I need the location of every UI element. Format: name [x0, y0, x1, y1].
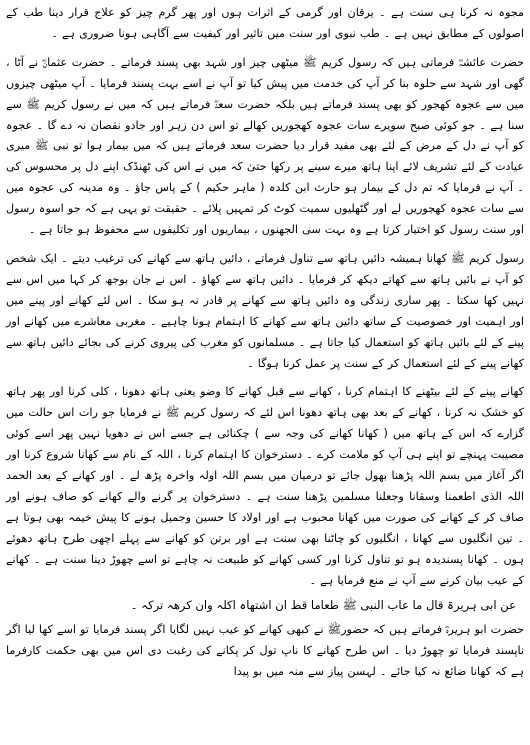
paragraph-eating-etiquette: کھانے پینے کے لئے بیٹھنے کا اہتمام کرنا ، کھانے سے قبل کھانے کا وضو یعنی ہاتھ دھونا ، کلی کرنا اور پھر ہاتھ کو خشک نہ کرنا ، کھانے کے بعد بھی ہاتھ دھونا اس لئے کہ رسول کریم ﷺ نے فرمایا جو رات اس حالت میں گزارے کہ اس کے ہاتھ میں ( کھانا کھانے کی وجہ سے ) چکنائی ہے جسے اس نے دھویا نہیں پھر اسے کوئی مصیبت پہنچے تو اپنے ہی آپ کو ملامت کرے ۔ دسترخوان کا اہتمام کرنا ، اللہ کے نام سے کھانا شروع کرنا اور اگر آغاز میں بسم اللہ پڑھنا بھول جائے تو درمیان میں بسم اللہ اولہ واخرہ پڑھ لے ۔ اور کھانے کے بعد الحمد اللہ الذی اطعمنا وسقانا وجعلنا مسلمین پڑھنا سنت ہے ۔ دسترخوان پر گرنے والے کھانے کو صاف ہونے اور صاف کر کے کھانے کی صورت میں کھانا محبوب ہے اور اولاد کا حسین وجمیل ہونے کا پیش خیمہ بھی ہوتا ہے ۔ تین انگلیوں سے کھانا ، انگلیوں کو چاٹنا بھی سنت ہے اور برتن کو کھانے سے پہلے اچھی طرح ہاتھ دھوئے ہوں ۔ کھانا پسندیدہ ہو تو تناول کرنا اور کسی کھانے کو طبیعت نہ چاہے تو اسے چھوڑ دینا سنت ہے ۔ کھانے کے عیب بیان کرنے سے آپ نے منع فرمایا ہے ۔ [6, 385, 524, 587]
paragraph-tibb-nabawi: مجوہ نہ کرنا ہی سنت ہے ۔ یرقان اور گرمی کے اثرات ہوں اور پھر گرم چیز کو علاج قرار دینا طب کے اصولوں کے مطابق نہیں ہے ۔ طب نبوی اور سنت میں تاثیر اور کیفیت سے آگاہی ہونا ضروری ہے ۔ [6, 6, 524, 40]
paragraph-abu-hurairah: حضرت ابو ہریرہؓ فرماتے ہیں کہ حضورﷺ نے کبھی کھانے کو عیب نہیں لگایا اگر پسند فرمایا تو اسے کھا لیا اگر ناپسند فرمایا تو چھوڑ دیا ۔ اس طرح کھانے کا ناپ تول کر پکانے کی رغبت دی اس میں بھی حکمت کارفرما ہے کہ کھانا ضائع نہ کیا جائے ۔ لہسن پیاز سے منہ میں بو پیدا [6, 623, 524, 679]
paragraph-spacer [6, 45, 524, 53]
paragraph-honey-ajwa: حضرت عائشہؓ فرماتی ہیں کہ رسول کریم ﷺ میٹھی چیز اور شہد بھی پسند فرماتے ۔ حضرت عثمانؓ نے آٹا ، گھی اور شہد سے حلوہ بنا کر آپ کی خدمت میں پیش کیا تو آپ نے اسے بہت پسند فرمایا ۔ آپ میٹھی چیزوں میں سے عجوہ کھجور کو بھی پسند فرماتے ہیں بلکہ حضرت سعدؓ فرماتے ہیں کہ میں نے رسول کریم ﷺ سے سنا ہے ۔ جو کوئی صبح سویرے سات عجوہ کھجوریں کھالے تو اس دن زہر اور جادو نقصان نہ دے گا ۔ عجوہ کو آپ نے دل کے مرض کے لئے بھی مفید قرار دیا حضرت سعد فرماتے ہیں کہ میں بیمار ہوا تو نبی ﷺ میری عیادت کے لئے تشریف لائے اپنا ہاتھ میرے سینے پر رکھا حتیٰ کہ میں نے اس کی ٹھنڈک اپنے دل پر محسوس کی ۔ آپ نے فرمایا کہ تم دل کے بیمار ہو حارث ابن کلدہ ( ماہر حکیم ) کے پاس جاؤ ۔ وہ مدینہ کی عجوہ میں سے سات عجوہ کھجوریں لے اور گٹھلیوں سمیت کوٹ کر تمہیں پلائے ۔ حقیقت تو یہی ہے کہ جو اسوہ رسول اور سنت رسول کو اختیار کرتا ہے وہ بہت سی الجھنوں ، بیماریوں اور تکلیفوں سے محفوظ ہو جاتا ہے ۔ [6, 55, 524, 237]
arabic-hadith-quote: عن ابی ہریرۃ قال ما عاب النبی ﷺ طعاما قط ان اشتھاہ اکلہ وان کرھہ ترکہ ۔ [130, 598, 516, 613]
paragraph-right-hand: رسول کریم ﷺ کھانا ہمیشہ دائیں ہاتھ سے تناول فرماتے ، دائیں ہاتھ سے کھانے کی ترغیب دیتے ۔ ایک شخص کو آپ نے بائیں ہاتھ سے کھاتے دیکھ کر فرمایا ۔ دائیں ہاتھ سے کھاؤ ۔ اس نے جان بوجھ کر کہا میں اس سے نہیں کھا سکتا ۔ پھر ساری زندگی وہ دائیں ہاتھ سے کھانے پر قادر نہ ہو سکا ۔ اس لئے کھانے اور پینے میں اور اہمیت اور خصوصیت کے ساتھ دائیں ہاتھ سے کھانے کا اہتمام ہونا چاہیے ۔ مغربی معاشرے میں کھانے اور پینے کے لئے بائیں ہاتھ کو استعمال کیا جاتا ہے ۔ مسلمانوں کو مغرب کی پیروی کرنے کی بجائے دائیں ہاتھ سے کھانے پینے کے لئے استعمال کر کے سنت پر عمل کرنا ہوگا ۔ [6, 251, 524, 370]
paragraph-spacer [6, 374, 524, 382]
paragraph-spacer [6, 241, 524, 249]
